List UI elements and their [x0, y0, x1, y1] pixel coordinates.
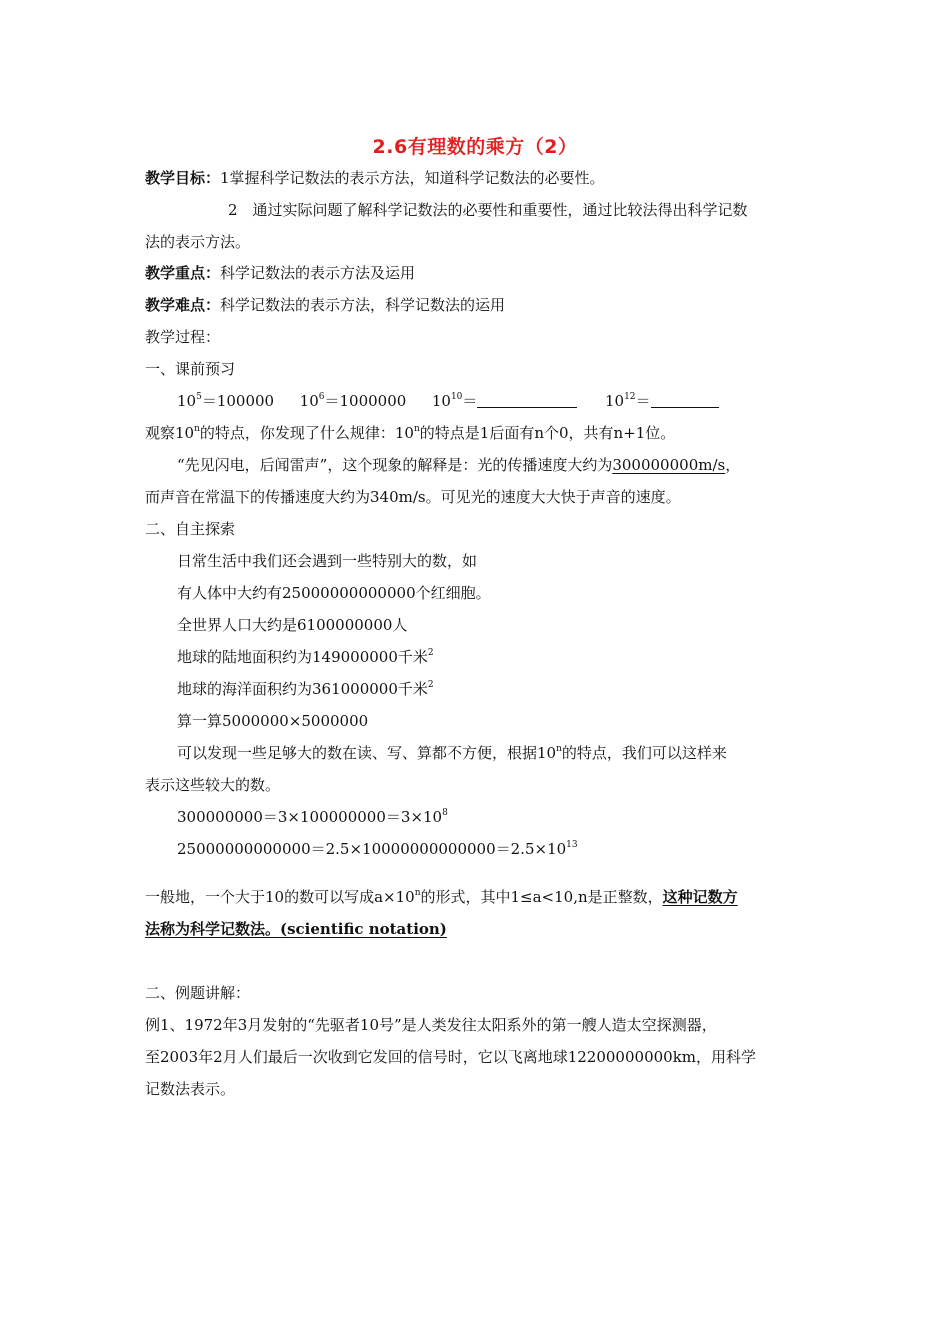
example-line-3: 记数法表示。 — [145, 1080, 236, 1098]
key-point-text: 科学记数法的表示方法及运用 — [220, 264, 416, 282]
definition-highlight-1: 这种记数方 — [662, 888, 738, 906]
equation-1: $300000000=3\times 100000000=3\times 10^8$ — [177, 808, 448, 826]
process-label: 教学过程： — [145, 328, 221, 346]
explore-heading: 二、自主探索 — [145, 520, 236, 538]
light-speed-value: 300000000m/s — [612, 456, 726, 474]
observation-line: 观察10$^n$的特点，你发现了什么规律：10$^n$的特点是1后面有n个0，共有n+1位。 — [145, 424, 676, 442]
preview-heading: 一、课前预习 — [145, 360, 236, 378]
powers-line — [177, 391, 719, 411]
examples-heading: 二、例题讲解： — [145, 984, 251, 1002]
objective-2a: 2 通过实际问题了解科学记数法的必要性和重要性，通过比较法得出科学记数 — [228, 201, 748, 219]
power-3: $10^{10}=$ — [432, 392, 578, 410]
objective-1: 1掌握科学记数法的表示方法，知道科学记数法的必要性。 — [220, 169, 605, 187]
explore-line-6: 算一算5000000×5000000 — [177, 712, 369, 730]
explore-line-8: 表示这些较大的数。 — [145, 776, 281, 794]
explore-line-3: 全世界人口大约是6100000000人 — [177, 616, 408, 634]
answer-blank-1 — [477, 393, 577, 408]
difficulty-text: 科学记数法的表示方法，科学记数法的运用 — [220, 296, 506, 314]
power-4: $10^{12}=$ — [605, 392, 719, 410]
difficulty-label: 教学难点： — [145, 296, 221, 314]
sound-speed-line: 而声音在常温下的传播速度大约为340m/s。可见光的速度大大快于声音的速度。 — [145, 488, 681, 506]
definition-line-2: 法称为科学记数法。(scientific notation) — [145, 920, 447, 938]
explore-line-7: 可以发现一些足够大的数在读、写、算都不方便，根据10$^n$的特点，我们可以这样来 — [177, 744, 727, 762]
objectives-label: 教学目标： — [145, 169, 221, 187]
answer-blank-2 — [651, 393, 719, 408]
explore-line-5: 地球的海洋面积约为361000000千米$^2$ — [177, 680, 434, 698]
key-point-label: 教学重点： — [145, 264, 221, 282]
power-1: $10^5=100000$ — [177, 392, 275, 410]
equation-2: $25000000000000=2.5\times 10000000000000=2.5\times 10^{13}$ — [177, 840, 578, 858]
difficulty-line — [145, 295, 505, 315]
example-line-2: 至2003年2月人们最后一次收到它发回的信号时，它以飞离地球12200000000km，用科学 — [145, 1048, 757, 1066]
explore-line-4: 地球的陆地面积约为149000000千米$^2$ — [177, 648, 434, 666]
key-point-line — [145, 263, 415, 283]
explore-line-2: 有人体中大约有25000000000000个红细胞。 — [177, 584, 491, 602]
definition-line-1: 一般地，一个大于10的数可以写成$a\times 10^n$的形式，其中1≤a<10,n是正整数，这种记数方 — [145, 888, 738, 906]
explore-line-1: 日常生活中我们还会遇到一些特别大的数，如 — [177, 552, 478, 570]
objectives-line-3 — [145, 232, 250, 252]
objectives-line-1 — [145, 168, 605, 188]
light-speed-line: “先见闪电，后闻雷声”，这个现象的解释是：光的传播速度大约为300000000m/s， — [177, 456, 741, 474]
page-title: 2.6有理数的乘方（2） — [372, 136, 578, 158]
example-line-1: 例1、1972年3月发射的“先驱者10号”是人类发往太阳系外的第一艘人造太空探测器， — [145, 1016, 717, 1034]
power-2: $10^6=1000000$ — [299, 392, 407, 410]
objectives-line-2 — [228, 200, 748, 220]
objective-2b: 法的表示方法。 — [145, 233, 251, 251]
